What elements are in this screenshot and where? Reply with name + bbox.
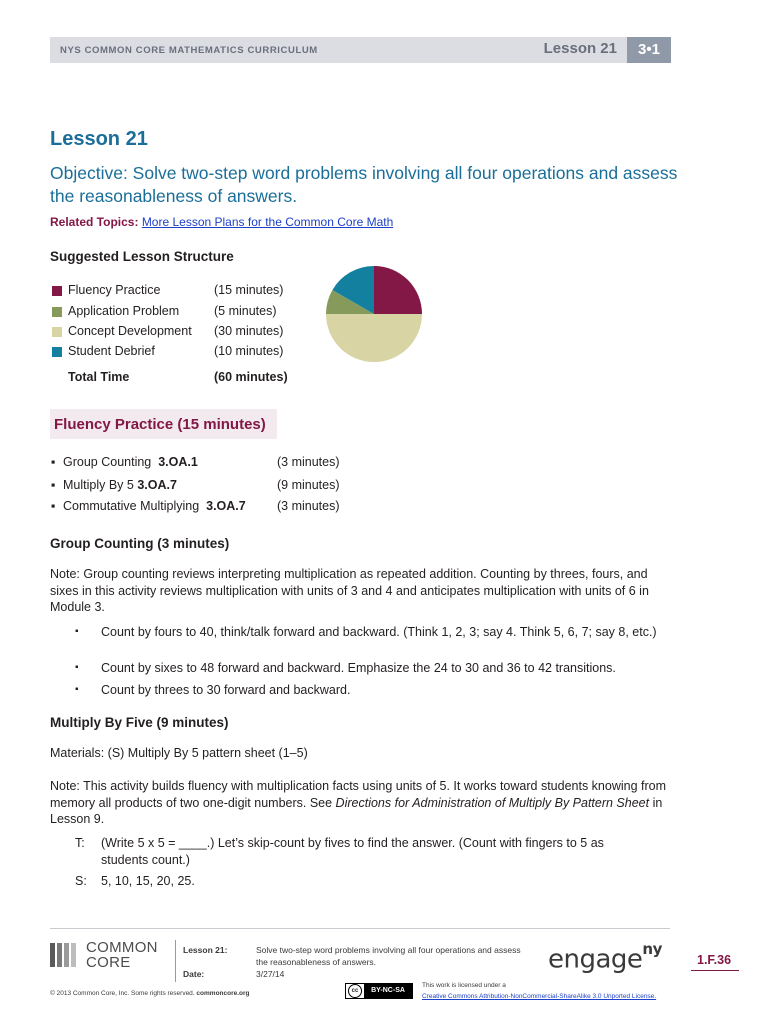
license-link[interactable]: Creative Commons Attribution-NonCommercial-ShareAlike 3.0 Unported License. [422,993,657,1000]
curriculum-name: NYS COMMON CORE MATHEMATICS CURRICULUM [60,45,318,56]
structure-row-name: Application Problem [68,304,180,318]
fluency-item-minutes: (9 minutes) [277,478,340,492]
list-item [75,624,665,658]
lesson-objective: Objective: Solve two-step word problems involving all four operations and assess the reasonableness of answers. [50,163,678,206]
lesson-title: Lesson 21 [50,128,148,150]
fluency-practice-banner [50,409,277,439]
dialog-text: 5, 10, 15, 20, 25. [101,874,195,888]
structure-row-minutes: (30 minutes) [214,324,284,338]
bullet-icon: ▪ [75,684,79,695]
fluency-item-name: Group Counting [63,455,152,469]
page-id-underline [691,970,739,971]
fluency-item-name: Commutative Multiplying [63,499,200,513]
list-item-text: Count by threes to 30 forward and backward. [101,683,351,697]
total-time-label: Total Time [68,370,130,384]
legend-swatch [52,286,62,296]
speaker: S: [75,874,87,888]
footer-vertical-divider [175,940,176,982]
creative-commons-badge [345,983,413,999]
related-topics-link[interactable]: More Lesson Plans for the Common Core Math [141,215,394,229]
note-text-end: in Lesson 9. [50,795,663,826]
engage-ny-logo [548,940,662,975]
list-item [75,682,665,700]
bullet-icon: ▪ [51,455,56,469]
bullet-icon: ▪ [75,626,79,637]
license-line: This work is licensed under a [422,982,506,989]
page-header [50,37,671,63]
pie-slice-concept-development [326,314,422,362]
structure-heading: Suggested Lesson Structure [50,249,234,264]
fluency-practice-heading: Fluency Practice (15 minutes) [54,416,266,433]
footer-lesson-label: Lesson 21: [183,945,228,955]
structure-row-minutes: (10 minutes) [214,344,284,358]
fluency-item-standard: 3.OA.7 [206,499,246,513]
copyright [50,990,250,997]
structure-row-name: Fluency Practice [68,283,161,297]
structure-row-name: Student Debrief [68,344,155,358]
materials-line: Materials: (S) Multiply By 5 pattern sheet (1–5) [50,746,308,760]
footer-divider [50,928,670,929]
page-id: 1.F.36 [697,953,732,967]
list-item-text: Count by fours to 40, think/talk forward and backward. (Think 1, 2, 3; say 4. Think 5, 6, 7; say 8, etc.) [101,625,657,639]
list-item-text: Count by sixes to 48 forward and backward. Emphasize the 24 to 30 and 36 to 42 transitions. [101,661,616,675]
speaker: T: [75,836,85,850]
cc-badge-label: BY-NC-SA [364,984,412,998]
footer-date-label: Date: [183,969,205,979]
grade-module-badge: 3•1 [627,37,671,63]
lesson-structure-pie-chart [322,262,426,366]
total-time-minutes: (60 minutes) [214,370,288,384]
pie-slice-fluency-practice [374,266,422,314]
fluency-item-minutes: (3 minutes) [277,455,340,469]
related-topics [50,215,393,229]
structure-row-name: Concept Development [68,324,192,338]
related-topics-label: Related Topics: [50,215,139,229]
common-core-logo-icon [50,941,80,969]
header-lesson: Lesson 21 [543,40,617,57]
cc-icon: cc [348,984,362,998]
bullet-icon: ▪ [75,662,79,673]
structure-row-minutes: (15 minutes) [214,283,284,297]
license-notice [422,980,656,1002]
bullet-icon: ▪ [51,499,56,513]
engage-text: engage [548,944,643,975]
structure-row-minutes: (5 minutes) [214,304,277,318]
logo-line-2: CORE [86,954,131,971]
multiply-by-five-note [50,778,670,828]
note-reference: Directions for Administration of Multiply By Pattern Sheet [335,795,650,810]
group-counting-note: Note: Group counting reviews interpreting multiplication as repeated addition. Counting by threes, fours, and sixes in this activity reviews multiplication with units of 3 and 4 and anticipates multiplication with units of 6 in Module 3. [50,567,649,614]
footer-lesson-description: Solve two-step word problems involving all four operations and assess the reasonableness of answers. [256,945,521,967]
legend-swatch [52,307,62,317]
dialog-text: (Write 5 x 5 = ____.) Let’s skip-count by fives to find the answer. (Count with fingers to 5 as students count.) [101,836,604,867]
logo-line-1: COMMON [86,939,158,956]
multiply-by-five-heading: Multiply By Five (9 minutes) [50,715,229,730]
ny-text: ny [642,940,662,958]
fluency-item-standard: 3.OA.1 [158,455,198,469]
fluency-item-minutes: (3 minutes) [277,499,340,513]
copyright-text: © 2013 Common Core, Inc. Some rights reserved. [50,990,195,997]
note-text: Note: This activity builds fluency with multiplication facts using units of 5. It works toward students knowing from memory all products of two one-digit numbers. See [50,779,667,810]
dialog-line [75,835,665,871]
footer-date: 3/27/14 [256,969,285,979]
bullet-icon: ▪ [51,478,56,492]
legend-swatch [52,327,62,337]
fluency-item-name: Multiply By 5 [63,478,134,492]
fluency-item-standard: 3.OA.7 [137,478,177,492]
list-item [75,660,665,678]
copyright-site: commoncore.org [196,990,250,997]
common-core-logo-text [86,940,158,970]
group-counting-heading: Group Counting (3 minutes) [50,536,230,551]
dialog-line [75,873,665,891]
legend-swatch [52,347,62,357]
